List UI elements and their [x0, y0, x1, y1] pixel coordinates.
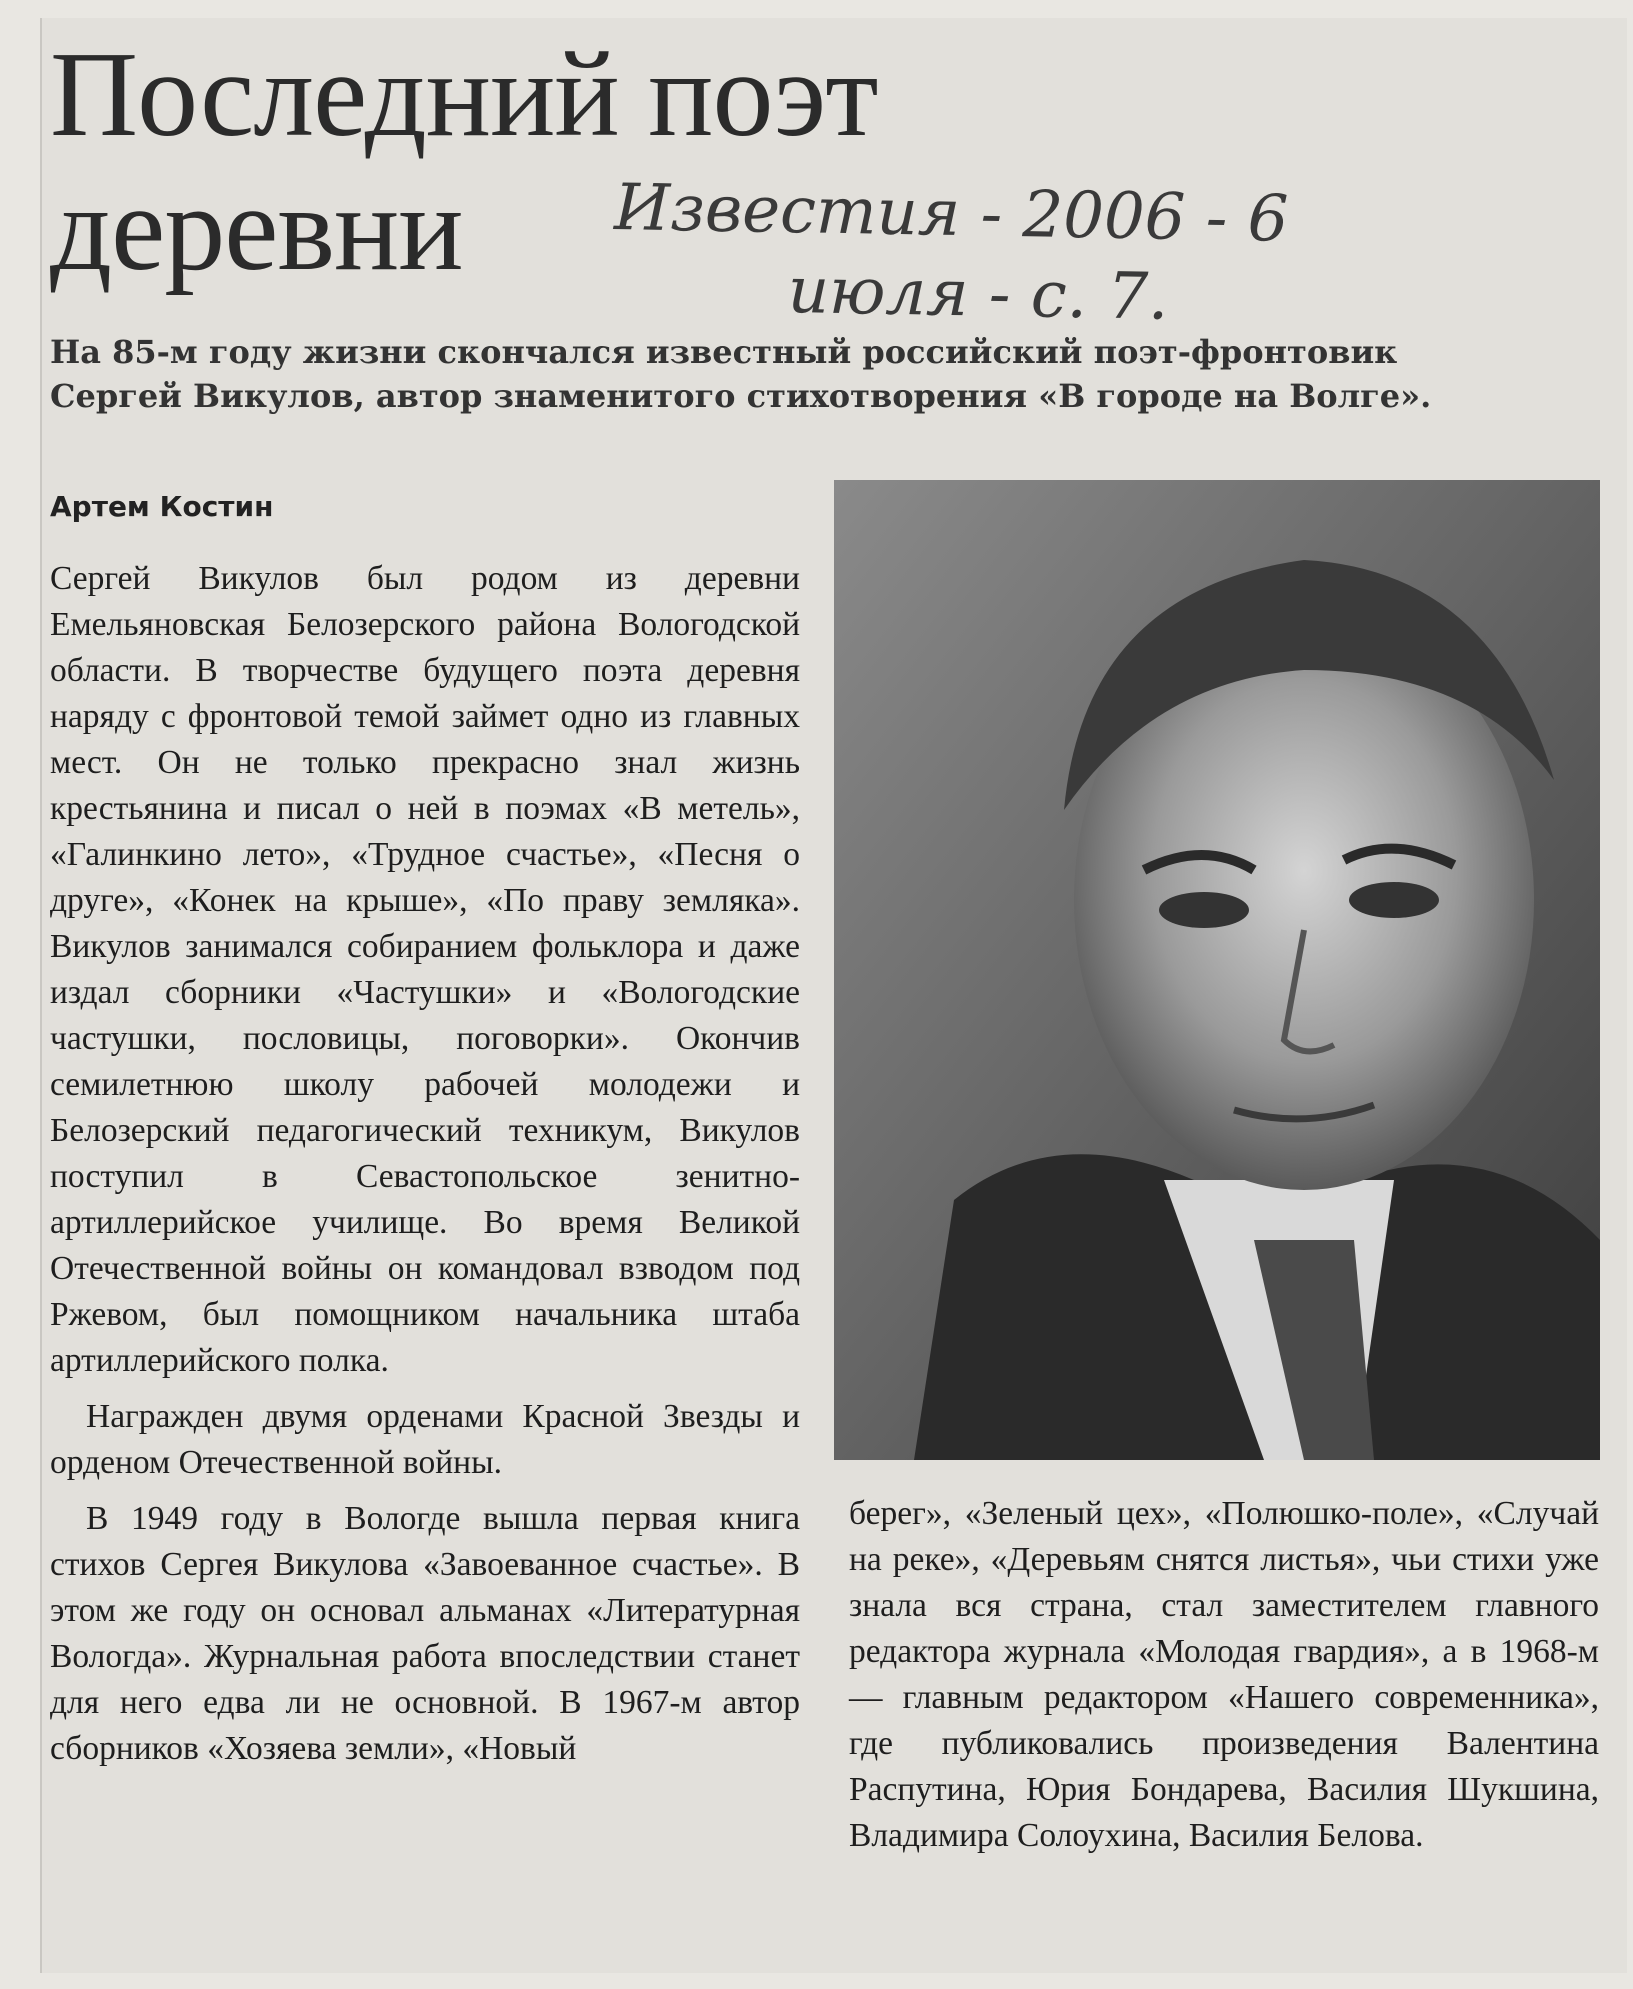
left-column [50, 556, 800, 1772]
handwritten-note-line-1: Известия - 2006 - 6 [613, 170, 1290, 257]
body-paragraph-2: Награжден двумя орденами Красной Звезды и орденом Отечественной войны. [50, 1398, 800, 1481]
headline-line-1: Последний поэт [50, 27, 878, 162]
lead-paragraph [50, 330, 1580, 418]
portrait-illustration [834, 480, 1600, 1460]
handwritten-source-note [612, 168, 1515, 344]
right-column [849, 1491, 1599, 1859]
headline-line-2: деревни [50, 161, 463, 296]
body-paragraph-3: В 1949 году в Вологде вышла первая книга стихов Сергея Викулова «Завоеванное счастье». В этом же году он основал альманах «Литературная Вологда». Журнальная работа впоследствии станет для него едва ли не основной. В 1967-м автор сборников «Хозяева земли», «Новый [50, 1500, 800, 1767]
body-paragraph-1: Сергей Викулов был родом из деревни Емельяновская Белозерского района Вологодской области. В творчестве будущего поэта деревня наряду с фронтовой темой займет одно из главных мест. Он не только прекрасно знал жизнь крестьянина и писал о ней в поэмах «В метель», «Галинкино лето», «Трудное счастье», «Песня о друге», «Конек на крыше», «По праву земляка». Викулов занимался собиранием фольклора и даже издал сборники «Частушки» и «Вологодские частушки, пословицы, поговорки». Окончив семилетнюю школу рабочей молодежи и Белозерский педагогический техникум, Викулов поступил в Севастопольское зенитно-артиллерийское училище. Во время Великой Отечественной войны он командовал взводом под Ржевом, был помощником начальника штаба артиллерийского полка. [50, 560, 800, 1379]
poet-portrait-photo [834, 480, 1600, 1460]
handwritten-note-line-2: июля - с. 7. [787, 254, 1170, 335]
lead-line-2: Сергей Викулов, автор знаменитого стихотворения «В городе на Волге». [50, 377, 1432, 415]
author-byline: Артем Костин [50, 490, 274, 523]
body-paragraph-4: берег», «Зеленый цех», «Полюшко-поле», «Случай на реке», «Деревьям снятся листья», чьи стихи уже знала вся страна, стал заместителем главного редактора журнала «Молодая гвардия», а в 1968-м — главным редактором «Нашего современника», где публиковались произведения Валентина Распутина, Юрия Бондарева, Василия Шукшина, Владимира Солоухина, Василия Белова. [849, 1495, 1599, 1854]
lead-line-1: На 85-м году жизни скончался известный российский поэт-фронтовик [50, 333, 1398, 371]
